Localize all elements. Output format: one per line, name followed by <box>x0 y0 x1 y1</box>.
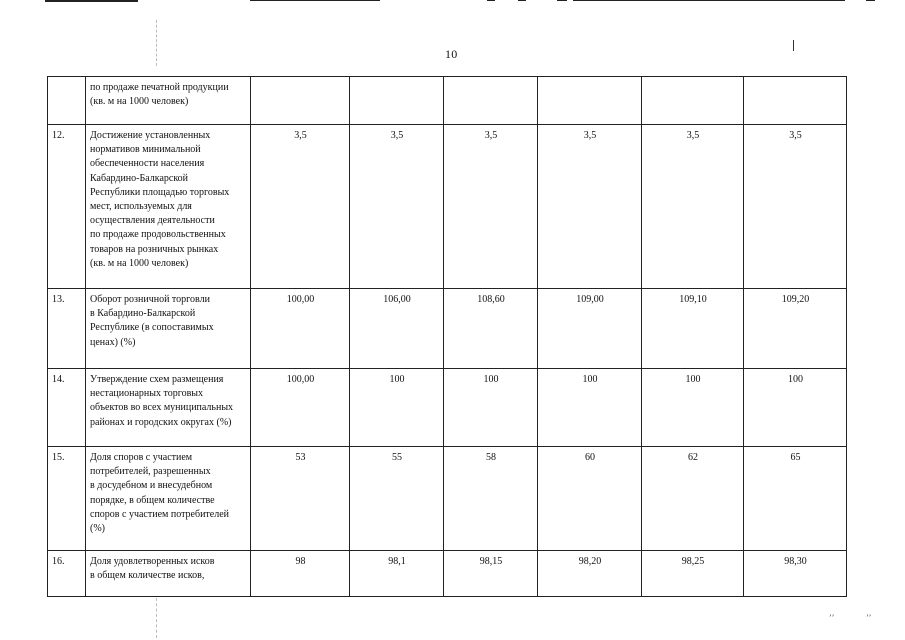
value-cell: 100 <box>350 369 444 447</box>
page-number: 10 <box>445 47 458 61</box>
value-cell <box>538 77 642 125</box>
value-cell: 98,20 <box>538 551 642 597</box>
row-number: 16. <box>48 551 86 597</box>
scan-line <box>250 0 380 1</box>
row-number: 15. <box>48 447 86 551</box>
row-number <box>48 77 86 125</box>
scan-line <box>866 0 875 1</box>
scan-guide-line <box>156 20 157 66</box>
scan-line <box>487 0 495 1</box>
indicator-name: Доля удовлетворенных исков в общем количестве исков, <box>86 551 251 597</box>
scan-line <box>518 0 526 1</box>
value-cell: 100 <box>744 369 847 447</box>
value-cell: 98 <box>251 551 350 597</box>
value-cell <box>251 77 350 125</box>
value-cell: 98,1 <box>350 551 444 597</box>
value-cell: 3,5 <box>350 125 444 289</box>
value-cell: 98,30 <box>744 551 847 597</box>
value-cell: 3,5 <box>251 125 350 289</box>
value-cell: 55 <box>350 447 444 551</box>
table-row <box>48 77 847 125</box>
scan-mark: ʼʼ <box>866 613 872 622</box>
indicators-table <box>47 76 847 597</box>
value-cell: 3,5 <box>444 125 538 289</box>
row-number: 13. <box>48 289 86 369</box>
value-cell <box>642 77 744 125</box>
table-row <box>48 447 847 551</box>
value-cell <box>744 77 847 125</box>
scan-line <box>573 0 845 1</box>
scan-line <box>557 0 567 1</box>
value-cell <box>444 77 538 125</box>
table-row <box>48 369 847 447</box>
value-cell: 62 <box>642 447 744 551</box>
value-cell: 108,60 <box>444 289 538 369</box>
value-cell: 100,00 <box>251 289 350 369</box>
scan-line <box>45 0 138 2</box>
value-cell: 98,15 <box>444 551 538 597</box>
value-cell: 106,00 <box>350 289 444 369</box>
value-cell: 3,5 <box>538 125 642 289</box>
value-cell <box>350 77 444 125</box>
value-cell: 100 <box>642 369 744 447</box>
table-row <box>48 289 847 369</box>
indicator-name: Доля споров с участием потребителей, разрешенных в досудебном и внесудебном порядке, в общем количестве споров с участием потребителей (%) <box>86 447 251 551</box>
value-cell: 100 <box>538 369 642 447</box>
value-cell: 65 <box>744 447 847 551</box>
margin-mark <box>793 40 794 51</box>
indicator-name: по продаже печатной продукции (кв. м на 1000 человек) <box>86 77 251 125</box>
table-row <box>48 551 847 597</box>
row-number: 12. <box>48 125 86 289</box>
value-cell: 100,00 <box>251 369 350 447</box>
value-cell: 98,25 <box>642 551 744 597</box>
value-cell: 58 <box>444 447 538 551</box>
scan-mark: ʼʼ <box>829 613 835 622</box>
value-cell: 109,10 <box>642 289 744 369</box>
scan-guide-line <box>156 598 157 638</box>
value-cell: 3,5 <box>642 125 744 289</box>
value-cell: 100 <box>444 369 538 447</box>
indicator-name: Достижение установленных нормативов минимальной обеспеченности населения Кабардино-Балкарской Республики площадью торговых мест, используемых для осуществления деятельности по продаже продовольственных товаров на розничных рынках (кв. м на 1000 человек) <box>86 125 251 289</box>
value-cell: 60 <box>538 447 642 551</box>
indicator-name: Утверждение схем размещения нестационарных торговых объектов во всех муниципальных районах и городских округах (%) <box>86 369 251 447</box>
value-cell: 109,00 <box>538 289 642 369</box>
value-cell: 109,20 <box>744 289 847 369</box>
table-row <box>48 125 847 289</box>
value-cell: 53 <box>251 447 350 551</box>
row-number: 14. <box>48 369 86 447</box>
indicator-name: Оборот розничной торговли в Кабардино-Балкарской Республике (в сопоставимых ценах) (%) <box>86 289 251 369</box>
value-cell: 3,5 <box>744 125 847 289</box>
